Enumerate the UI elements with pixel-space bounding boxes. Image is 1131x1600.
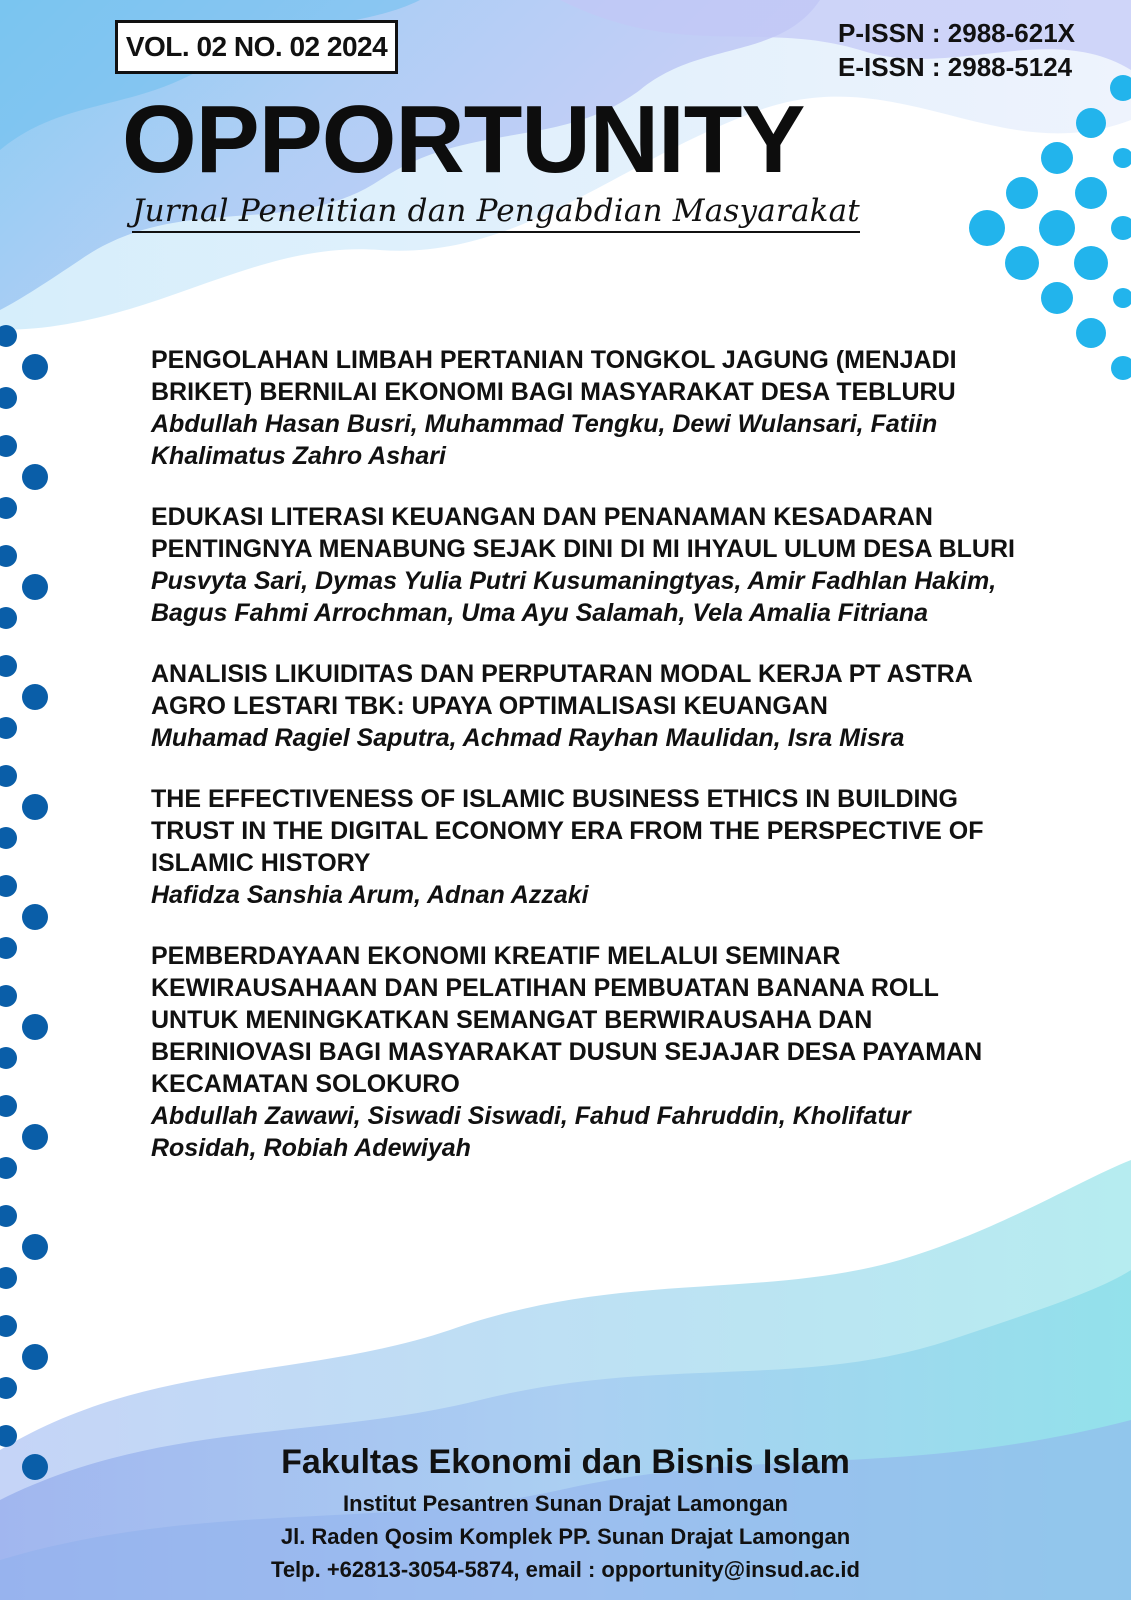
article-authors: Muhamad Ragiel Saputra, Achmad Rayhan Maulidan, Isra Misra xyxy=(151,724,905,752)
article-title: ANALISIS LIKUIDITAS DAN PERPUTARAN MODAL KERJA PT ASTRA AGRO LESTARI TBK: UPAYA OPTIMALISASI KEUANGAN xyxy=(151,660,972,720)
article-authors: Hafidza Sanshia Arum, Adnan Azzaki xyxy=(151,881,589,909)
article-authors: Abdullah Hasan Busri, Muhammad Tengku, Dewi Wulansari, Fatiin Khalimatus Zahro Ashari xyxy=(151,410,938,470)
volume-label: VOL. 02 NO. 02 2024 xyxy=(115,20,398,74)
article-item xyxy=(151,501,1021,629)
article-title: EDUKASI LITERASI KEUANGAN DAN PENANAMAN KESADARAN PENTINGNYA MENABUNG SEJAK DINI DI MI IHYAUL ULUM DESA BLURI xyxy=(151,503,1015,563)
article-authors: Abdullah Zawawi, Siswadi Siswadi, Fahud Fahruddin, Kholifatur Rosidah, Robiah Adewiyah xyxy=(151,1102,911,1162)
article-title: PEMBERDAYAAN EKONOMI KREATIF MELALUI SEMINAR KEWIRAUSAHAAN DAN PELATIHAN PEMBUATAN BANANA ROLL UNTUK MENINGKATKAN SEMANGAT BERWIRAUSAHA DAN BERINIOVASI BAGI MASYARAKAT DUSUN SEJAJAR DESA PAYAMAN KECAMATAN SOLOKURO xyxy=(151,942,983,1098)
faculty-name: Fakultas Ekonomi dan Bisnis Islam xyxy=(281,1443,850,1481)
article-authors: Pusvyta Sari, Dymas Yulia Putri Kusumaningtyas, Amir Fadhlan Hakim, Bagus Fahmi Arrochman, Uma Ayu Salamah, Vela Amalia Fitriana xyxy=(151,567,997,627)
journal-subtitle: Jurnal Penelitian dan Pengabdian Masyarakat xyxy=(132,193,860,233)
article-item xyxy=(151,344,1021,472)
journal-title: OPPORTUNITY xyxy=(122,86,805,193)
article-item xyxy=(151,658,1021,754)
article-title: PENGOLAHAN LIMBAH PERTANIAN TONGKOL JAGUNG (MENJADI BRIKET) BERNILAI EKONOMI BAGI MASYARAKAT DESA TEBLURU xyxy=(151,346,957,406)
left-dot-pattern xyxy=(0,325,48,1480)
address: Jl. Raden Qosim Komplek PP. Sunan Drajat Lamongan xyxy=(280,1524,851,1549)
article-title: THE EFFECTIVENESS OF ISLAMIC BUSINESS ETHICS IN BUILDING TRUST IN THE DIGITAL ECONOMY ERA FROM THE PERSPECTIVE OF ISLAMIC HISTORY xyxy=(151,785,984,877)
article-item xyxy=(151,783,1021,911)
contact-info: Telp. +62813-3054-5874, email : opportunity@insud.ac.id xyxy=(271,1557,860,1582)
e-issn: E-ISSN : 2988-5124 xyxy=(838,52,1073,82)
article-list xyxy=(151,344,1021,1193)
p-issn: P-ISSN : 2988-621X xyxy=(838,18,1076,48)
institute-name: Institut Pesantren Sunan Drajat Lamongan xyxy=(343,1491,788,1516)
article-item xyxy=(151,940,1021,1164)
